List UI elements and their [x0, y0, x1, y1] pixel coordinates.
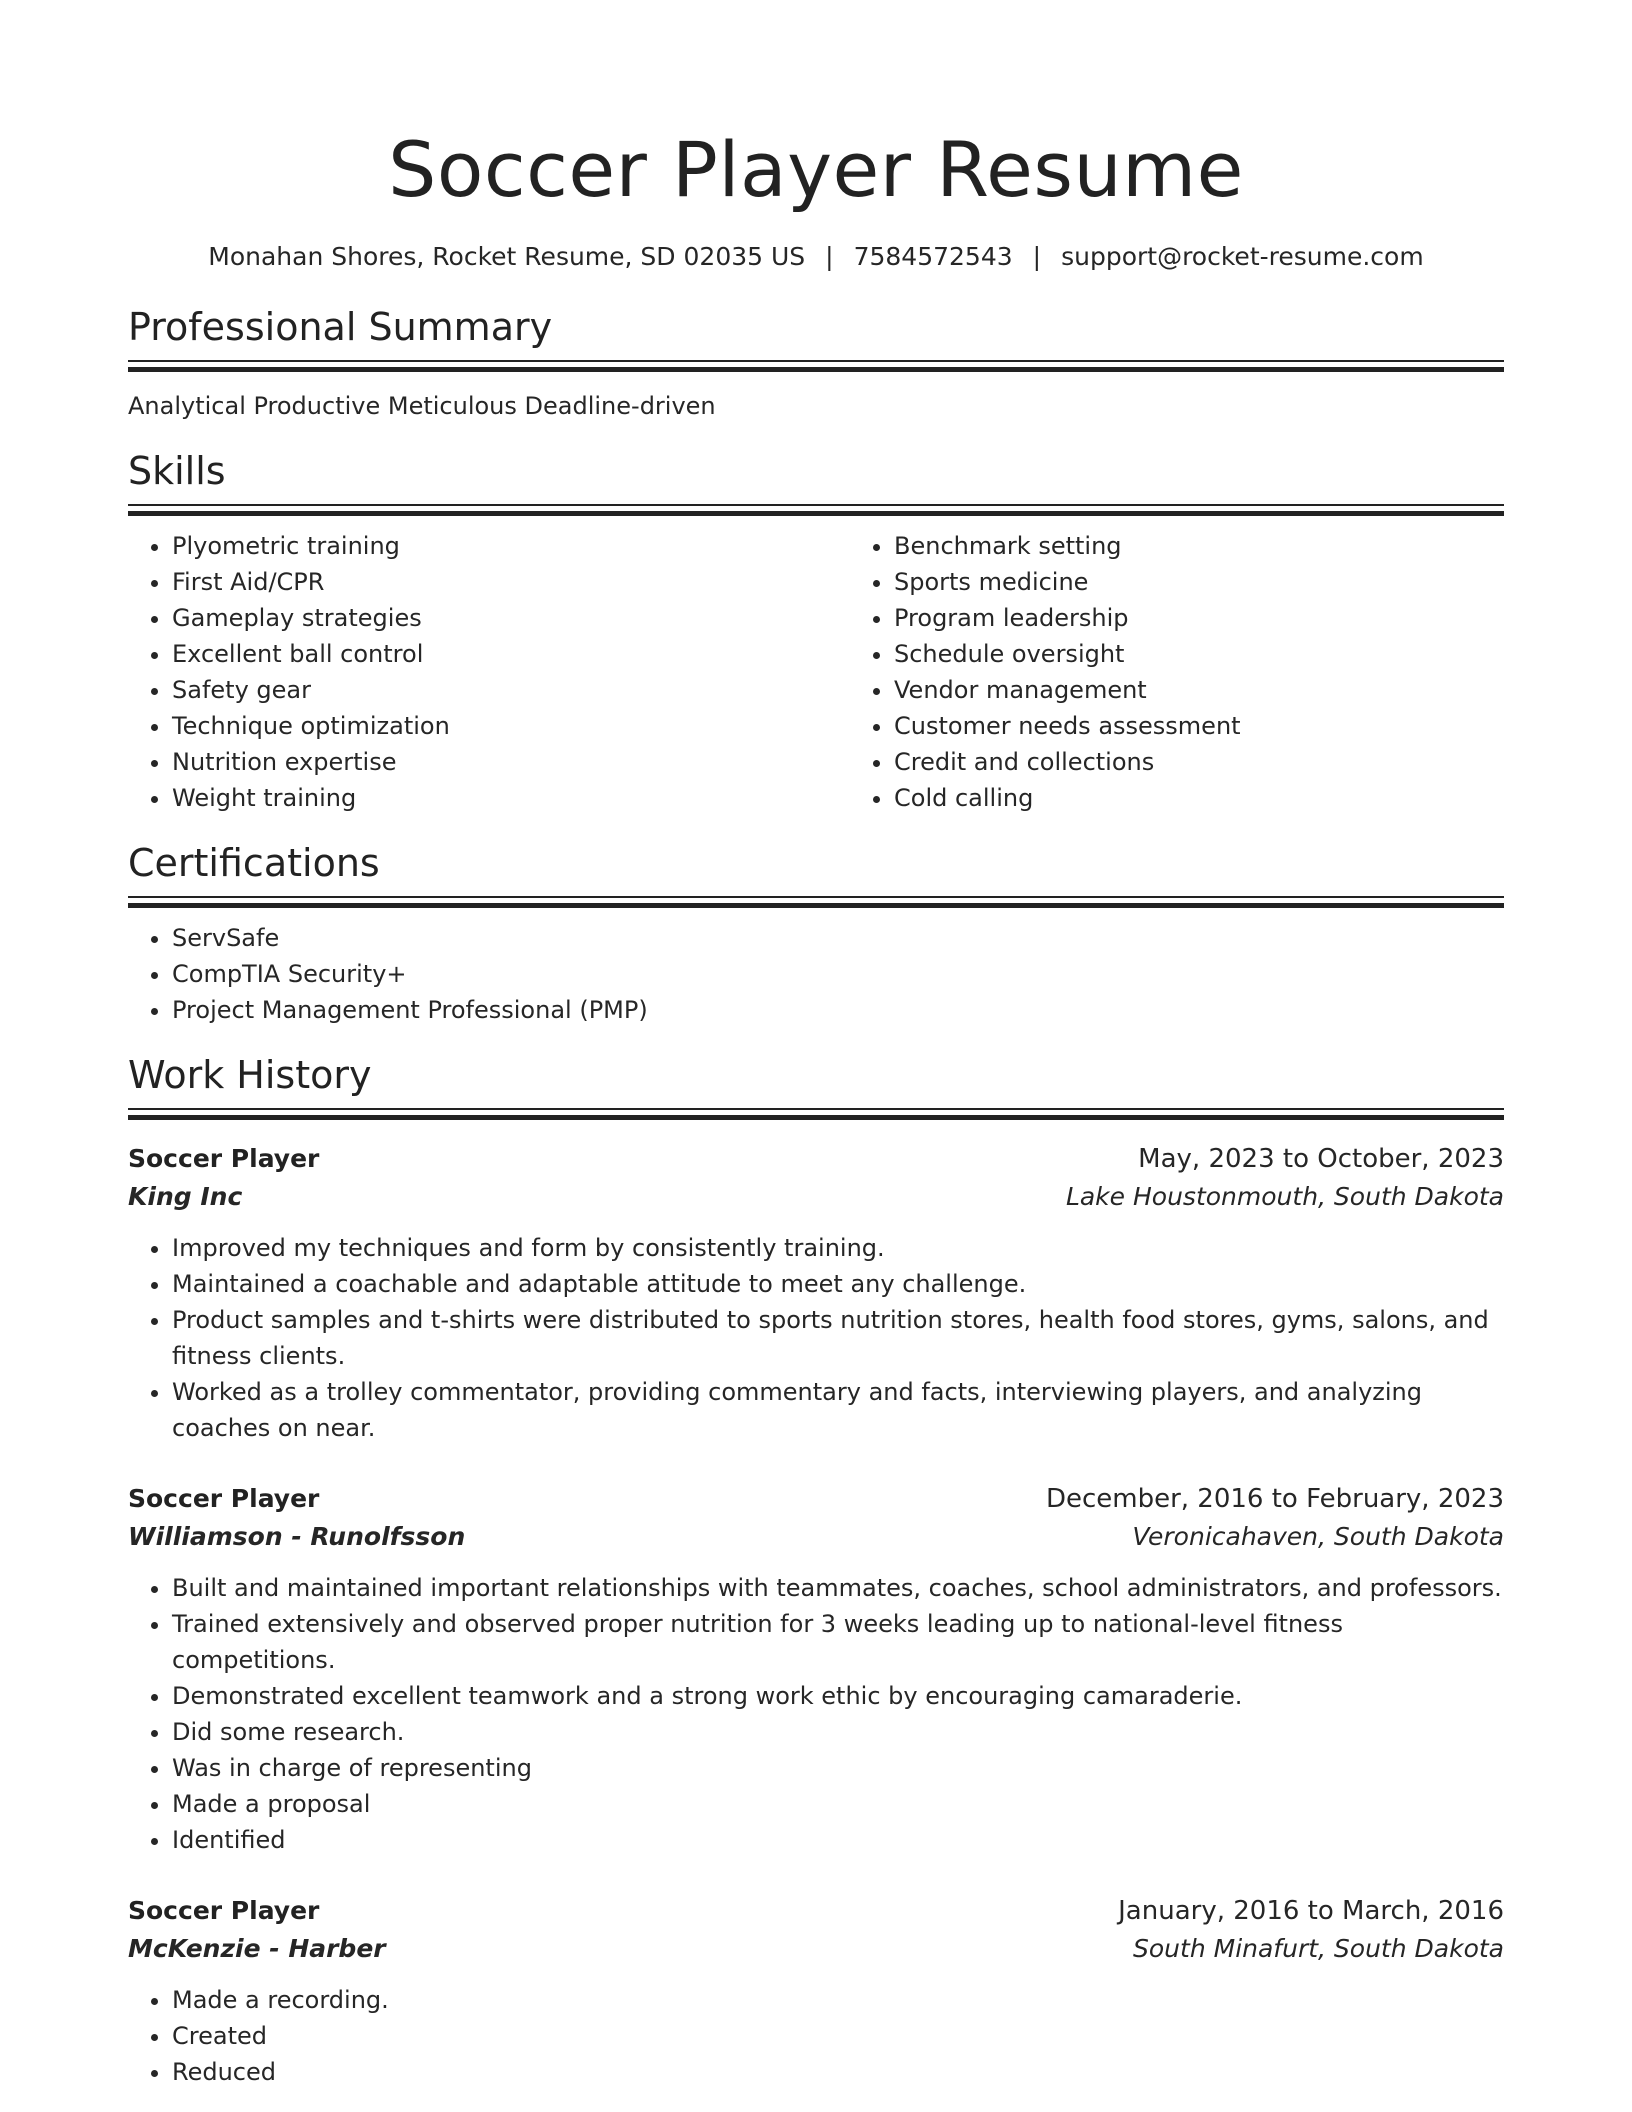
- summary-section: [128, 302, 1504, 424]
- skill-item: • Cold calling: [894, 780, 1572, 816]
- contact-phone: 7584572543: [853, 242, 1013, 271]
- skills-heading: Skills: [128, 449, 226, 493]
- job-dates: January, 2016 to March, 2016: [1118, 1896, 1504, 1926]
- skill-item: • Vendor management: [894, 672, 1572, 708]
- job-entry: [128, 1480, 1504, 1858]
- skill-item: • Nutrition expertise: [172, 744, 850, 780]
- job-bullet: • Built and maintained important relationships with teammates, coaches, school administrators, and professors.: [172, 1570, 1504, 1606]
- resume-page: [128, 0, 1504, 2090]
- job-entry: [128, 1892, 1504, 2090]
- skill-item: • Weight training: [172, 780, 850, 816]
- skill-item: • Customer needs assessment: [894, 708, 1572, 744]
- job-dates: December, 2016 to February, 2023: [1045, 1484, 1504, 1514]
- skills-list-right: [850, 528, 1572, 816]
- section-divider: [128, 896, 1504, 908]
- job-title: Soccer Player: [128, 1484, 320, 1513]
- certifications-list: [128, 920, 1504, 1028]
- skill-item: • Technique optimization: [172, 708, 850, 744]
- job-bullet: • Reduced: [172, 2054, 1504, 2090]
- job-dates: May, 2023 to October, 2023: [1138, 1144, 1504, 1174]
- section-divider: [128, 1108, 1504, 1120]
- resume-title: Soccer Player Resume: [388, 125, 1244, 214]
- job-bullets: [128, 1570, 1504, 1858]
- job-title: Soccer Player: [128, 1896, 320, 1925]
- job-bullet: • Identified: [172, 1822, 1504, 1858]
- job-bullet: • Maintained a coachable and adaptable attitude to meet any challenge.: [172, 1266, 1504, 1302]
- job-company: Williamson - Runolfsson: [128, 1522, 466, 1551]
- job-bullet: • Made a recording.: [172, 1982, 1504, 2018]
- section-divider: [128, 360, 1504, 372]
- section-divider: [128, 504, 1504, 516]
- job-company: King Inc: [128, 1182, 243, 1211]
- certification-item: • Project Management Professional (PMP): [172, 992, 1504, 1028]
- skill-item: • Plyometric training: [172, 528, 850, 564]
- certifications-heading: Certifications: [128, 841, 380, 885]
- job-location: Lake Houstonmouth, South Dakota: [1065, 1182, 1504, 1211]
- contact-separator: |: [1032, 242, 1042, 271]
- skill-item: • Schedule oversight: [894, 636, 1572, 672]
- job-location: South Minafurt, South Dakota: [1133, 1934, 1504, 1963]
- summary-text: Analytical Productive Meticulous Deadline-driven: [128, 392, 716, 420]
- job-bullet: • Was in charge of representing: [172, 1750, 1504, 1786]
- job-bullet: • Worked as a trolley commentator, providing commentary and facts, interviewing players, and analyzing coaches on near.: [172, 1374, 1504, 1446]
- job-bullets: [128, 1982, 1504, 2090]
- job-bullet: • Demonstrated excellent teamwork and a strong work ethic by encouraging camaraderie.: [172, 1678, 1504, 1714]
- skill-item: • Sports medicine: [894, 564, 1572, 600]
- work-history-section: [128, 1050, 1504, 2090]
- skills-section: [128, 446, 1504, 816]
- job-bullet: • Created: [172, 2018, 1504, 2054]
- skill-item: • Gameplay strategies: [172, 600, 850, 636]
- job-title: Soccer Player: [128, 1144, 320, 1173]
- job-bullet: • Did some research.: [172, 1714, 1504, 1750]
- skill-item: • First Aid/CPR: [172, 564, 850, 600]
- job-bullet: • Made a proposal: [172, 1786, 1504, 1822]
- skills-grid: [128, 528, 1504, 816]
- skill-item: • Excellent ball control: [172, 636, 850, 672]
- skill-item: • Program leadership: [894, 600, 1572, 636]
- summary-heading: Professional Summary: [128, 305, 553, 349]
- certification-item: • CompTIA Security+: [172, 956, 1504, 992]
- job-bullets: [128, 1230, 1504, 1446]
- skill-item: • Credit and collections: [894, 744, 1572, 780]
- contact-email[interactable]: support@rocket-resume.com: [1061, 242, 1424, 271]
- skill-item: • Benchmark setting: [894, 528, 1572, 564]
- job-bullet: • Trained extensively and observed proper nutrition for 3 weeks leading up to national-level fitness competitions.: [172, 1606, 1504, 1678]
- job-bullet: • Improved my techniques and form by consistently training.: [172, 1230, 1504, 1266]
- job-company: McKenzie - Harber: [128, 1934, 386, 1963]
- work-history-heading: Work History: [128, 1053, 372, 1097]
- job-bullet: • Product samples and t-shirts were distributed to sports nutrition stores, health food stores, gyms, salons, and fitness clients.: [172, 1302, 1504, 1374]
- skills-list-left: [128, 528, 850, 816]
- certifications-section: [128, 838, 1504, 1028]
- certification-item: • ServSafe: [172, 920, 1504, 956]
- contact-separator: |: [825, 242, 834, 271]
- skill-item: • Safety gear: [172, 672, 850, 708]
- job-location: Veronicahaven, South Dakota: [1132, 1522, 1504, 1551]
- contact-line: [128, 240, 1504, 274]
- job-entry: [128, 1140, 1504, 1446]
- contact-address: Monahan Shores, Rocket Resume, SD 02035 US: [208, 242, 806, 271]
